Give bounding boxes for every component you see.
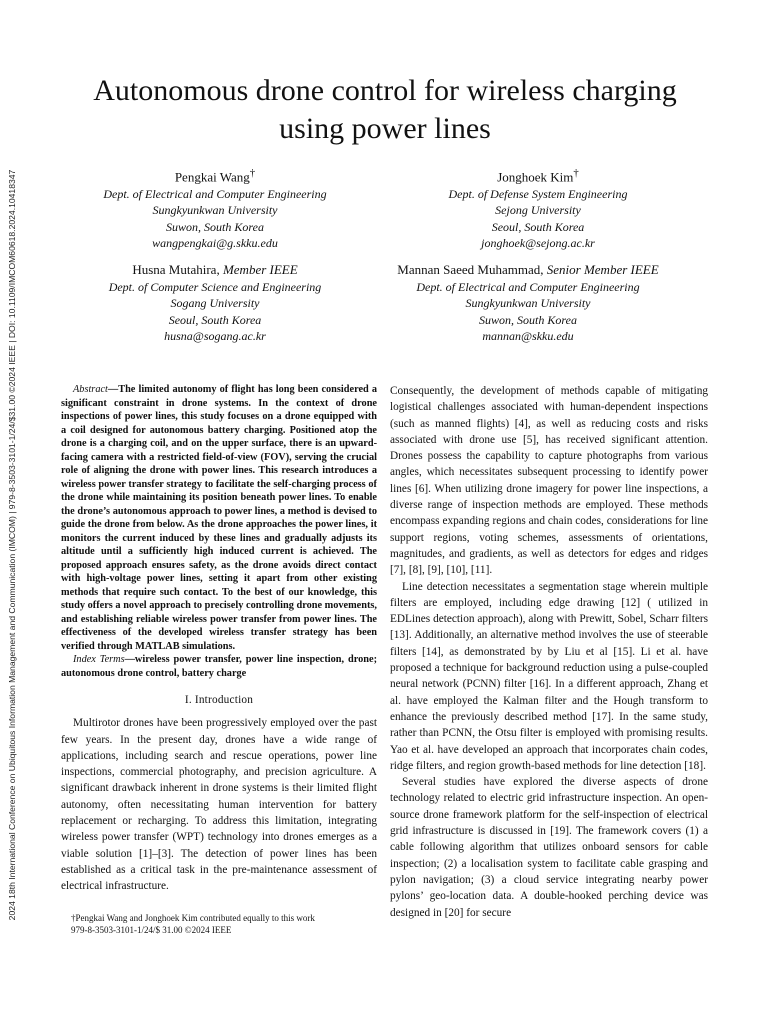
abstract — [61, 383, 377, 653]
index-terms-lead: Index Terms — [73, 654, 125, 665]
author-name: Mannan Saeed Muhammad, — [397, 262, 544, 277]
author-mark: † — [573, 167, 579, 179]
author-univ: Sogang University — [170, 296, 260, 310]
body-paragraph: Line detection necessitates a segmentation stage wherein multiple filters are employed, including edge drawing [12] ( utilized in EDLines detection approach), along with Prewitt, Sobel, Scharr filters [13]. Additionally, an alternative method involves the use of steerable filters [14], as demonstrated by by Liu et al [15]. Li et al. have proposed a technique for background reduction using a pulse-coupled neural network (PCNN) filter [16]. In a different approach, Zhang et al. have employed the Kalman filter and the Hough transform to enhance the previously described method [17]. In the same study, rather than PCNN, the Otsu filter is employed with promising results. Yao et al. have developed an approach that incorporates chain codes, ridge filters, and region growth-based methods for line detection [18]. — [390, 580, 708, 772]
index-terms-text: —wireless power transfer, power line inspection, drone; autonomous drone control, battery charge — [61, 654, 377, 679]
author-block-2 — [398, 165, 678, 252]
author-location: Seoul, South Korea — [168, 312, 262, 327]
abstract-lead: Abstract — [73, 384, 108, 395]
footnote-line: 979-8-3503-3101-1/24/$ 31.00 ©2024 IEEE — [71, 925, 232, 935]
intro-paragraph: Multirotor drones have been progressively employed over the past few years. In the present day, drones have a wide range of applications, including search and rescue operations, power line inspections, commercial photography, and precision agriculture. A significant drawback inherent in drone systems is their limited flight autonomy, often necessitating human intervention for battery replacement or recharging. To address this limitation, integrating wireless power transfer (WPT) technology into drones emerges as a viable solution [1]–[3]. The detection of power lines has been established as a critical task in the pre-maintenance assessment of electrical infrastructure. — [61, 717, 377, 893]
author-block-1 — [90, 165, 340, 252]
footnote — [61, 912, 387, 936]
author-univ: Sungkyunkwan University — [152, 203, 278, 218]
author-name: Jonghoek Kim — [497, 169, 574, 185]
author-univ: Sungkyunkwan University — [465, 296, 591, 310]
paper-title: Autonomous drone control for wireless charging using power lines — [93, 74, 677, 145]
right-column — [390, 383, 708, 921]
author-block-3 — [90, 262, 340, 345]
author-dept: Dept. of Electrical and Computer Engineering — [103, 186, 327, 201]
author-role: Member IEEE — [222, 262, 298, 277]
author-location: Suwon, South Korea — [166, 219, 264, 234]
author-email: mannan@skku.edu — [482, 329, 574, 343]
author-email: jonghoek@sejong.ac.kr — [481, 236, 595, 251]
author-email: wangpengkai@g.skku.edu — [152, 236, 278, 251]
author-block-4 — [378, 262, 678, 345]
side-notice-strip — [4, 110, 20, 980]
index-terms — [61, 653, 377, 680]
section-heading: I. Introduction — [184, 694, 254, 706]
body-paragraph: Several studies have explored the diverse aspects of drone technology related to electric grid infrastructure inspection. An open-source drone framework platform for the self-inspection of electrical grid infrastructure is discussed in [19]. The framework covers (1) a cable following algorithm that utilizes onboard sensors for cable inspection; (2) a localisation system to facilitate cable grasping and pylon navigation; (3) a cloud service integrating nearby power pylons’ geo-location data. A double-hooked perching device was designed in [20] for secure — [390, 776, 708, 919]
side-notice: 2024 18th International Conference on Ubiquitous Information Management and Communication (IMCOM) | 979-8-3503-3101-1/24/$31.00 ©2024 IEEE | DOI: 10.1109/IMCOM60618.2024.10418347 — [7, 169, 17, 921]
author-role: Senior Member IEEE — [546, 262, 659, 277]
author-name: Pengkai Wang — [174, 169, 250, 185]
author-email: husna@sogang.ac.kr — [164, 329, 266, 343]
author-mark: † — [249, 167, 256, 179]
footnote-line: †Pengkai Wang and Jonghoek Kim contributed equally to this work — [71, 913, 315, 923]
left-column — [61, 383, 377, 894]
author-dept: Dept. of Electrical and Computer Engineering — [416, 279, 640, 294]
body-paragraph: Consequently, the development of methods capable of mitigating logistical challenges associated with human-dependent inspections (such as manned flights) [4], as well as reducing costs and risks associated with drone use [5], has received significant attention. Drones possess the capability to capture photographs from various angles, which necessitates subsequent processing to identify power lines [6]. When utilizing drone imagery for power line inspections, a diverse range of inspection methods are employed. These methods encompass expanding regions and chain codes, considerations for line support regions, voting schemes, assessments of orientations, magnitudes, and gradients, as well as detectors for edges and ridges [7], [8], [9], [10], [11]. — [390, 385, 708, 577]
author-location: Suwon, South Korea — [479, 312, 577, 327]
author-dept: Dept. of Defense System Engineering — [448, 186, 628, 201]
author-name: Husna Mutahira, — [132, 262, 220, 277]
author-dept: Dept. of Computer Science and Engineering — [108, 279, 322, 294]
author-univ: Sejong University — [495, 203, 581, 218]
abstract-text: —The limited autonomy of flight has long been considered a significant constraint in drone systems. In the context of drone inspections of power lines, this study focuses on a drone equipped with a coil designed for autonomous battery charging. Positioned atop the drone is a charging coil, and on the upper surface, there is an upward-facing camera with a restricted field-of-view (FOV), serving the crucial role of aligning the drone with power lines. This research introduces a wireless power transfer strategy to facilitate the self-charging process of the drone while maintaining its position beneath power lines. To enable the drone’s autonomous approach to power lines, a method is devised to guide the drone from below. As the drone approaches the power lines, it monitors the current induced by these lines and gradually adjusts its altitude until a sufficiently high induced current is achieved. The proposed approach ensures safety, as the drone avoids direct contact with high-voltage power lines, setting it apart from other existing methods that require such contact. To the best of our knowledge, this study offers a novel approach to precisely controlling drone movements, and establishing reliable wireless power transfer from power lines. The effectiveness of the developed wireless transfer strategy has been verified through MATLAB simulations. — [61, 384, 377, 652]
author-location: Seoul, South Korea — [491, 219, 585, 234]
